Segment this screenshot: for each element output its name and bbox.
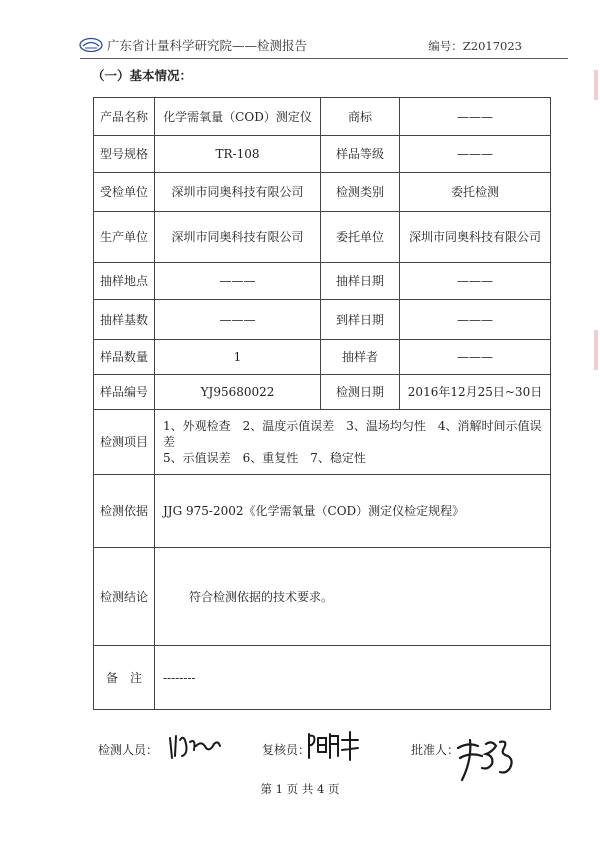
cell-value: TR-108 — [155, 136, 321, 173]
section-title: （一）基本情况： — [92, 68, 193, 83]
table-row — [94, 340, 551, 375]
cell-value: 1 — [155, 340, 321, 375]
page-footer: 第 1 页 共 4 页 — [260, 782, 340, 796]
institute-logo-icon — [79, 37, 103, 53]
cell-label: 抽样地点 — [94, 263, 155, 300]
report-number: 编号：Z2017023 — [428, 39, 522, 53]
tester-signature — [166, 730, 224, 762]
approver-signature — [452, 734, 522, 784]
margin-mark — [594, 70, 598, 100]
test-items-line: 5、示值误差 6、重复性 7、稳定性 — [163, 451, 366, 465]
table-row — [94, 646, 551, 710]
reviewer-signature — [306, 728, 362, 762]
table-row — [94, 475, 551, 548]
cell-label: 商标 — [321, 98, 400, 136]
cell-label: 抽样基数 — [94, 300, 155, 340]
cell-value: ——— — [155, 263, 321, 300]
conclusion-value: 符合检测依据的技术要求。 — [155, 548, 551, 646]
cell-label: 检测日期 — [321, 375, 400, 410]
tester-label: 检测人员： — [98, 743, 159, 757]
cell-label: 检测项目 — [94, 410, 155, 475]
margin-mark — [594, 330, 598, 370]
cell-label: 产品名称 — [94, 98, 155, 136]
test-items-line: 1、外观检查 2、温度示值误差 3、温场均匀性 4、消解时间示值误差 — [163, 419, 542, 449]
cell-value: 深圳市同奥科技有限公司 — [155, 173, 321, 212]
test-basis-value: JJG 975-2002《化学需氧量（COD）测定仪检定规程》 — [155, 475, 551, 548]
cell-label: 检测结论 — [94, 548, 155, 646]
cell-value: 深圳市同奥科技有限公司 — [155, 212, 321, 263]
cell-label: 样品等级 — [321, 136, 400, 173]
cell-label: 抽样者 — [321, 340, 400, 375]
basic-info-table — [93, 97, 551, 710]
cell-label: 受检单位 — [94, 173, 155, 212]
table-row — [94, 263, 551, 300]
header-title: 广东省计量科学研究院——检测报告 — [107, 38, 308, 53]
approver-label: 批准人： — [411, 743, 460, 757]
cell-value: YJ95680022 — [155, 375, 321, 410]
table-row — [94, 300, 551, 340]
cell-value: 2016年12月25日~30日 — [400, 375, 551, 410]
cell-value: ——— — [400, 300, 551, 340]
test-items-cell — [155, 410, 551, 475]
cell-label: 抽样日期 — [321, 263, 400, 300]
table-row — [94, 98, 551, 136]
table-row — [94, 136, 551, 173]
table-row — [94, 173, 551, 212]
cell-value: 深圳市同奥科技有限公司 — [400, 212, 551, 263]
cell-label: 样品编号 — [94, 375, 155, 410]
cell-label: 检测依据 — [94, 475, 155, 548]
table-row — [94, 410, 551, 475]
reviewer-label: 复核员： — [262, 743, 311, 757]
table-row — [94, 548, 551, 646]
cell-value: ——— — [400, 340, 551, 375]
cell-label: 到样日期 — [321, 300, 400, 340]
cell-label: 检测类别 — [321, 173, 400, 212]
cell-value: ——— — [155, 300, 321, 340]
cell-label: 生产单位 — [94, 212, 155, 263]
cell-value: ——— — [400, 136, 551, 173]
cell-label: 型号规格 — [94, 136, 155, 173]
cell-label: 委托单位 — [321, 212, 400, 263]
header-divider — [80, 58, 568, 59]
remarks-value: -------- — [155, 646, 551, 710]
cell-label: 样品数量 — [94, 340, 155, 375]
table-row — [94, 375, 551, 410]
cell-label: 备 注 — [94, 646, 155, 710]
cell-value: ——— — [400, 263, 551, 300]
cell-value: 化学需氧量（COD）测定仪 — [155, 98, 321, 136]
cell-value: ——— — [400, 98, 551, 136]
table-row — [94, 212, 551, 263]
cell-value: 委托检测 — [400, 173, 551, 212]
